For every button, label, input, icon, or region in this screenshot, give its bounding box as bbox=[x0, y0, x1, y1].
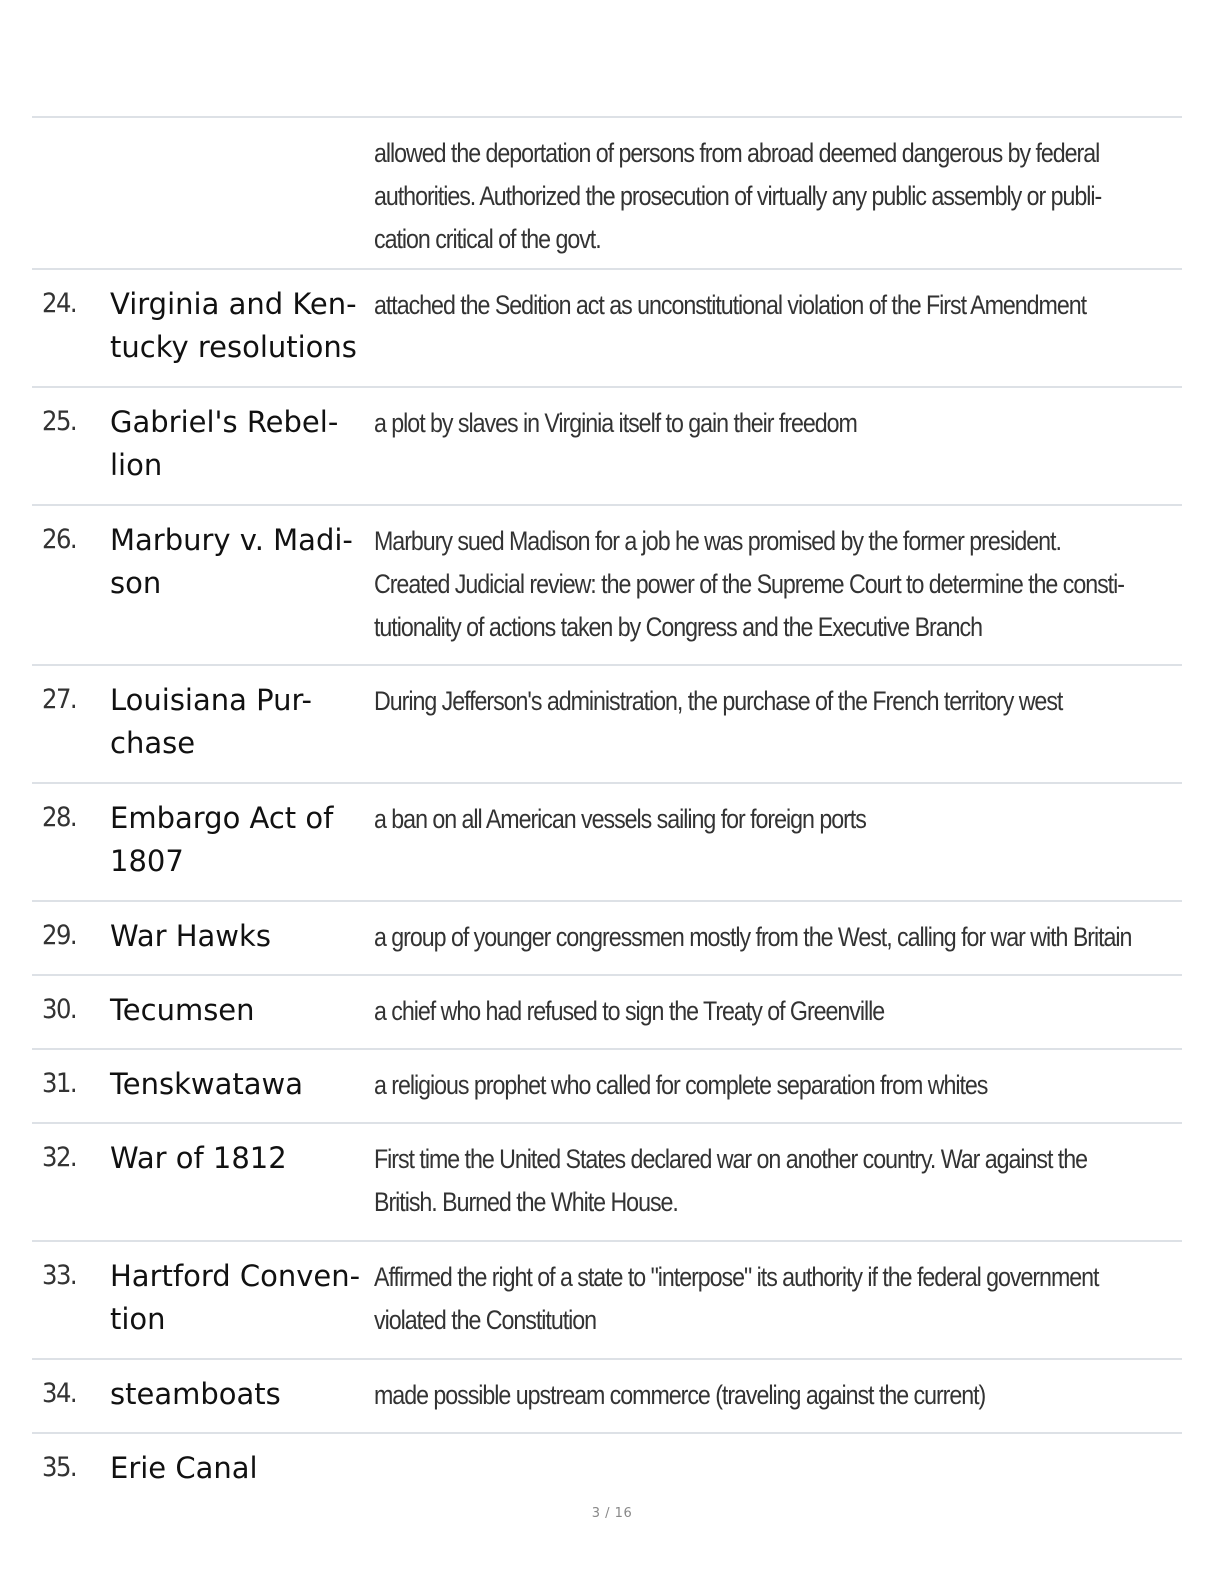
entry-term bbox=[110, 506, 374, 605]
entry-number: 24. bbox=[42, 288, 77, 319]
entry-term bbox=[110, 784, 374, 883]
entry-term bbox=[110, 976, 374, 1032]
glossary-table bbox=[32, 116, 1182, 1512]
entry-definition bbox=[374, 118, 1102, 261]
definition-line: a group of younger congressmen mostly from the West, calling for war with Britain bbox=[374, 922, 1132, 952]
definition-line: violated the Constitution bbox=[374, 1305, 597, 1335]
table-row bbox=[32, 1358, 1182, 1432]
definition-line: allowed the deportation of persons from abroad deemed dangerous by federal bbox=[374, 138, 1100, 168]
entry-number: 28. bbox=[42, 802, 77, 833]
entry-number: 33. bbox=[42, 1260, 77, 1291]
entry-number: 34. bbox=[42, 1378, 77, 1409]
definition-line: Marbury sued Madison for a job he was promised by the former president. bbox=[374, 526, 1061, 556]
definition-line: tutionality of actions taken by Congress and the Executive Branch bbox=[374, 612, 982, 642]
entry-number: 30. bbox=[42, 994, 77, 1025]
definition-line: British. Burned the White House. bbox=[374, 1187, 678, 1217]
entry-term bbox=[110, 666, 374, 765]
entry-definition bbox=[374, 270, 1087, 327]
definition-line: During Jefferson's administration, the purchase of the French territory west bbox=[374, 686, 1063, 716]
table-row bbox=[32, 504, 1182, 664]
entry-number: 27. bbox=[42, 684, 77, 715]
term-line: tion bbox=[110, 1302, 166, 1336]
entry-number: 35. bbox=[42, 1452, 77, 1483]
entry-number: 26. bbox=[42, 524, 77, 555]
term-line: War Hawks bbox=[110, 919, 271, 953]
term-line: Embargo Act of bbox=[110, 801, 334, 835]
definition-line: a plot by slaves in Virginia itself to gain their freedom bbox=[374, 408, 857, 438]
definition-line: cation critical of the govt. bbox=[374, 224, 601, 254]
term-line: Gabriel's Rebel- bbox=[110, 405, 339, 439]
definition-line: Created Judicial review: the power of the Supreme Court to determine the consti- bbox=[374, 569, 1124, 599]
entry-number: 32. bbox=[42, 1142, 77, 1173]
definition-line: a ban on all American vessels sailing for foreign ports bbox=[374, 804, 866, 834]
entry-definition bbox=[374, 1124, 1087, 1224]
entry-definition bbox=[374, 666, 1069, 723]
entry-term bbox=[110, 1050, 374, 1106]
entry-number bbox=[32, 118, 110, 131]
entry-number: 25. bbox=[42, 406, 77, 437]
table-row bbox=[32, 1432, 1182, 1512]
term-line: tucky resolutions bbox=[110, 330, 357, 364]
term-line: steamboats bbox=[110, 1377, 281, 1411]
page-indicator: 3 / 16 bbox=[591, 1506, 633, 1521]
term-line: son bbox=[110, 566, 162, 600]
entry-definition bbox=[374, 506, 1124, 649]
definition-line: attached the Sedition act as unconstitutional violation of the First Amendment bbox=[374, 290, 1087, 320]
entry-definition bbox=[374, 1242, 1099, 1342]
entry-term bbox=[110, 118, 374, 131]
entry-definition bbox=[374, 388, 1069, 445]
entry-term bbox=[110, 1434, 374, 1490]
term-line: War of 1812 bbox=[110, 1141, 287, 1175]
entry-number: 31. bbox=[42, 1068, 77, 1099]
term-line: Louisiana Pur- bbox=[110, 683, 313, 717]
table-row bbox=[32, 1122, 1182, 1240]
entry-term bbox=[110, 902, 374, 958]
table-row bbox=[32, 974, 1182, 1048]
term-line: Hartford Conven- bbox=[110, 1259, 361, 1293]
entry-definition bbox=[374, 902, 1132, 959]
table-row bbox=[32, 116, 1182, 268]
definition-line: authorities. Authorized the prosecution of virtually any public assembly or publi- bbox=[374, 181, 1102, 211]
entry-term bbox=[110, 1360, 374, 1416]
entry-number: 29. bbox=[42, 920, 77, 951]
entry-definition bbox=[374, 1050, 1069, 1107]
table-row bbox=[32, 664, 1182, 782]
entry-term bbox=[110, 388, 374, 487]
table-row bbox=[32, 900, 1182, 974]
entry-definition bbox=[374, 784, 1069, 841]
entry-definition bbox=[374, 1360, 1069, 1417]
definition-line: Affirmed the right of a state to "interpose" its authority if the federal government bbox=[374, 1262, 1099, 1292]
table-row bbox=[32, 1240, 1182, 1358]
term-line: 1807 bbox=[110, 844, 184, 878]
definition-line: made possible upstream commerce (traveling against the current) bbox=[374, 1380, 986, 1410]
term-line: chase bbox=[110, 726, 196, 760]
definition-line: a religious prophet who called for complete separation from whites bbox=[374, 1070, 988, 1100]
entry-term bbox=[110, 1124, 374, 1180]
table-row bbox=[32, 268, 1182, 386]
table-row bbox=[32, 1048, 1182, 1122]
entry-definition bbox=[374, 976, 1069, 1033]
table-row bbox=[32, 782, 1182, 900]
term-line: Tecumsen bbox=[110, 993, 255, 1027]
term-line: Marbury v. Madi- bbox=[110, 523, 353, 557]
term-line: Erie Canal bbox=[110, 1451, 258, 1485]
definition-line: a chief who had refused to sign the Treaty of Greenville bbox=[374, 996, 885, 1026]
term-line: lion bbox=[110, 448, 163, 482]
entry-definition bbox=[374, 1434, 1069, 1448]
term-line: Virginia and Ken- bbox=[110, 287, 357, 321]
definition-line: First time the United States declared war on another country. War against the bbox=[374, 1144, 1087, 1174]
entry-term bbox=[110, 1242, 374, 1341]
term-line: Tenskwatawa bbox=[110, 1067, 304, 1101]
entry-term bbox=[110, 270, 374, 369]
table-row bbox=[32, 386, 1182, 504]
